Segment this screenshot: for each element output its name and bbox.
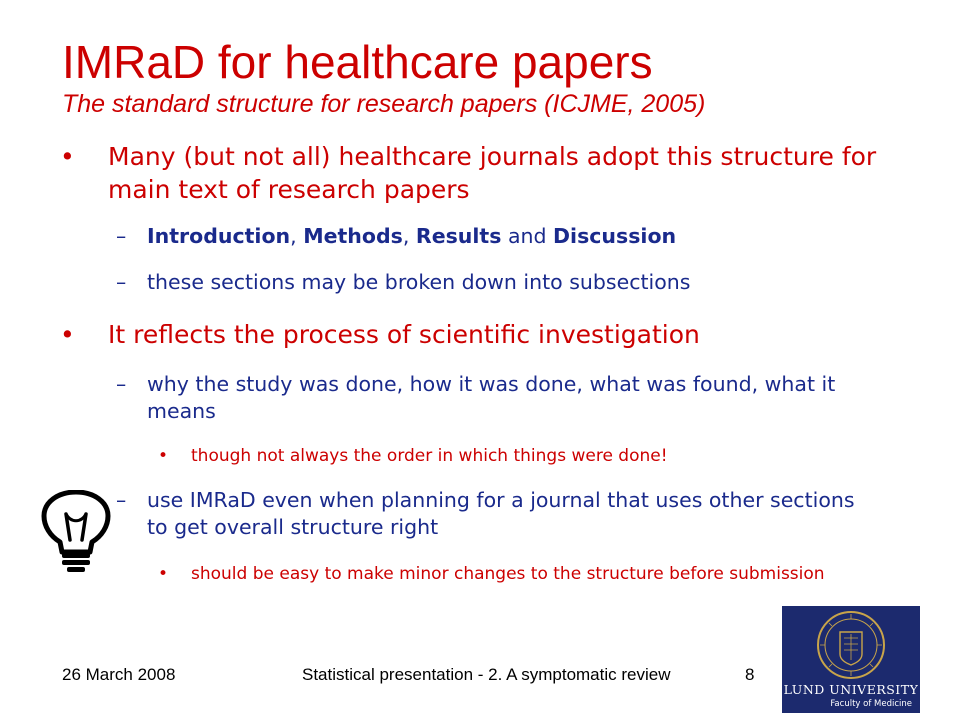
sub-sub-bullet-text: though not always the order in which things were done! bbox=[191, 446, 668, 466]
separator: and bbox=[501, 224, 554, 248]
section-methods: Methods bbox=[303, 224, 403, 248]
slide-subtitle: The standard structure for research papers (ICJME, 2005) bbox=[62, 90, 706, 118]
bullet-item bbox=[60, 318, 880, 351]
sub-bullet-text: use IMRaD even when planning for a journal that uses other sections to get overall structure right bbox=[147, 488, 855, 539]
logo-university-name: LUND UNIVERSITY bbox=[783, 682, 919, 697]
separator: , bbox=[402, 224, 416, 248]
sub-bullet-item bbox=[116, 487, 876, 541]
dash-marker: – bbox=[116, 372, 127, 396]
page-number: 8 bbox=[745, 665, 755, 684]
lightbulb-icon bbox=[40, 490, 112, 574]
section-discussion: Discussion bbox=[553, 224, 677, 248]
lund-university-logo bbox=[782, 606, 920, 713]
bullet-item bbox=[60, 140, 880, 206]
section-results: Results bbox=[415, 224, 502, 248]
footer-date: 26 March 2008 bbox=[62, 665, 176, 684]
footer-title: Statistical presentation - 2. A symptomatic review bbox=[302, 665, 671, 684]
bullet-text: It reflects the process of scientific investigation bbox=[108, 320, 700, 349]
bullet-text: Many (but not all) healthcare journals adopt this structure for main text of research papers bbox=[108, 142, 877, 204]
bullet-marker: • bbox=[60, 320, 75, 349]
sub-bullet-text: why the study was done, how it was done, what was found, what it means bbox=[147, 372, 836, 423]
dash-marker: – bbox=[116, 488, 127, 512]
dash-marker: – bbox=[116, 270, 127, 294]
sub-sub-bullet-item bbox=[158, 445, 878, 468]
sub-bullet-item bbox=[116, 371, 876, 425]
sub-bullet-item bbox=[116, 269, 876, 296]
sub-bullet-text: these sections may be broken down into subsections bbox=[147, 270, 691, 294]
university-seal-icon bbox=[811, 610, 891, 680]
section-introduction: Introduction bbox=[147, 224, 291, 248]
slide-title: IMRaD for healthcare papers bbox=[62, 36, 653, 88]
separator: , bbox=[290, 224, 304, 248]
sub-sub-bullet-text: should be easy to make minor changes to the structure before submission bbox=[191, 564, 825, 584]
bullet-marker: • bbox=[60, 142, 75, 171]
dash-marker: – bbox=[116, 224, 127, 248]
bullet-marker: • bbox=[158, 446, 169, 466]
sub-bullet-text bbox=[147, 223, 876, 250]
sub-sub-bullet-item bbox=[158, 563, 878, 586]
sub-bullet-item bbox=[116, 223, 876, 250]
bullet-marker: • bbox=[158, 564, 169, 584]
logo-faculty-name: Faculty of Medicine bbox=[830, 699, 912, 709]
